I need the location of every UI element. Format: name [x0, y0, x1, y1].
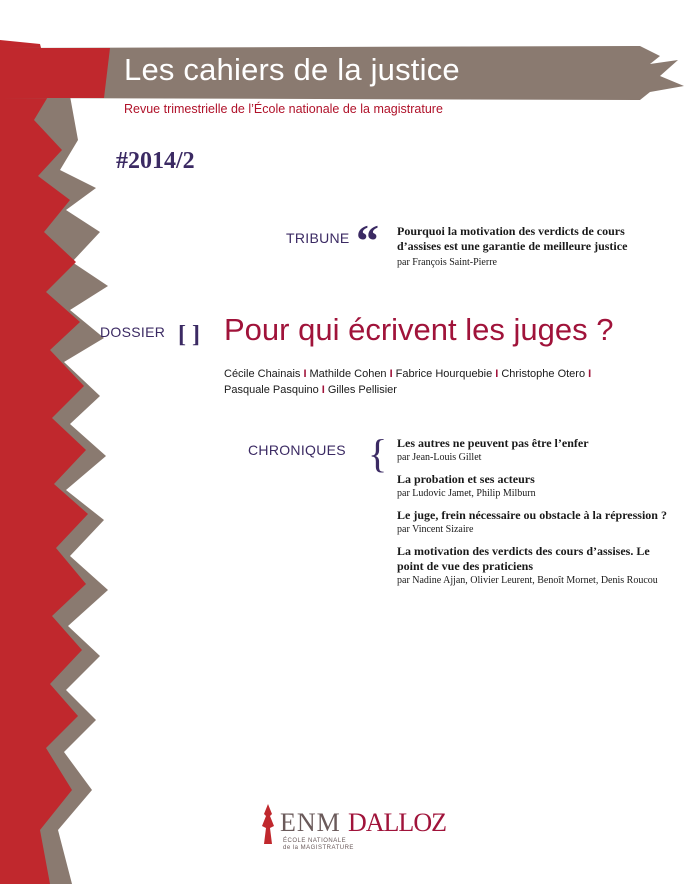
tribune-byline: par François Saint-Pierre	[397, 257, 497, 268]
enm-emblem-icon	[258, 804, 278, 848]
tribune-title: Pourquoi la motivation des verdicts de cours d’assises est une garantie de meilleure justice	[397, 224, 628, 253]
chronique-title: Les autres ne peuvent pas être l’enfer	[397, 436, 589, 450]
dalloz-logo-text: DALLOZ	[348, 808, 446, 837]
dossier-title: Pour qui écrivent les juges ?	[224, 312, 614, 347]
list-item	[397, 436, 667, 464]
chronique-byline: par Vincent Sizaire	[397, 524, 474, 535]
chronique-title: La motivation des verdicts des cours d’assises. Le point de vue des praticiens	[397, 544, 650, 573]
quote-icon: “	[356, 215, 379, 266]
chronique-byline: par Nadine Ajjan, Olivier Leurent, Benoît Mornet, Denis Roucou	[397, 575, 658, 586]
separator: I	[495, 368, 499, 380]
section-label-chroniques: CHRONIQUES	[248, 442, 346, 458]
separator: I	[321, 384, 325, 396]
chronique-byline: par Ludovic Jamet, Philip Milburn	[397, 488, 536, 499]
author-name: Gilles Pellisier	[327, 384, 397, 396]
separator: I	[588, 368, 592, 380]
enm-sub-line-2: de la MAGISTRATURE	[283, 845, 354, 851]
chronique-title: Le juge, frein nécessaire ou obstacle à la répression ?	[397, 508, 667, 522]
separator: I	[389, 368, 393, 380]
author-name: Fabrice Hourquebie	[395, 368, 493, 380]
list-item	[397, 508, 667, 536]
author-name: Cécile Chainais	[224, 368, 301, 380]
separator: I	[303, 368, 307, 380]
brace-icon: {	[368, 431, 388, 476]
enm-logo-text: ENM	[280, 808, 341, 837]
issue-number: #2014/2	[116, 148, 195, 174]
enm-logo-subtext	[283, 838, 354, 852]
brackets-icon: [ ]	[178, 322, 200, 348]
publisher-logos	[258, 800, 458, 860]
list-item	[397, 544, 667, 587]
journal-title: Les cahiers de la justice	[124, 52, 460, 87]
enm-sub-line-1: ÉCOLE NATIONALE	[283, 838, 347, 844]
chronique-byline: par Jean-Louis Gillet	[397, 452, 482, 463]
section-label-dossier: DOSSIER	[100, 324, 166, 340]
list-item	[397, 472, 667, 500]
author-name: Christophe Otero	[501, 368, 586, 380]
author-name: Mathilde Cohen	[309, 368, 387, 380]
journal-subtitle: Revue trimestrielle de l’École nationale de la magistrature	[124, 102, 443, 116]
header-band-red-tip	[0, 48, 110, 98]
chronique-title: La probation et ses acteurs	[397, 472, 535, 486]
chroniques-list	[397, 436, 667, 595]
dossier-authors	[224, 366, 644, 398]
section-label-tribune: TRIBUNE	[286, 230, 350, 246]
author-name: Pasquale Pasquino	[224, 384, 319, 396]
tribune-article	[397, 224, 657, 268]
